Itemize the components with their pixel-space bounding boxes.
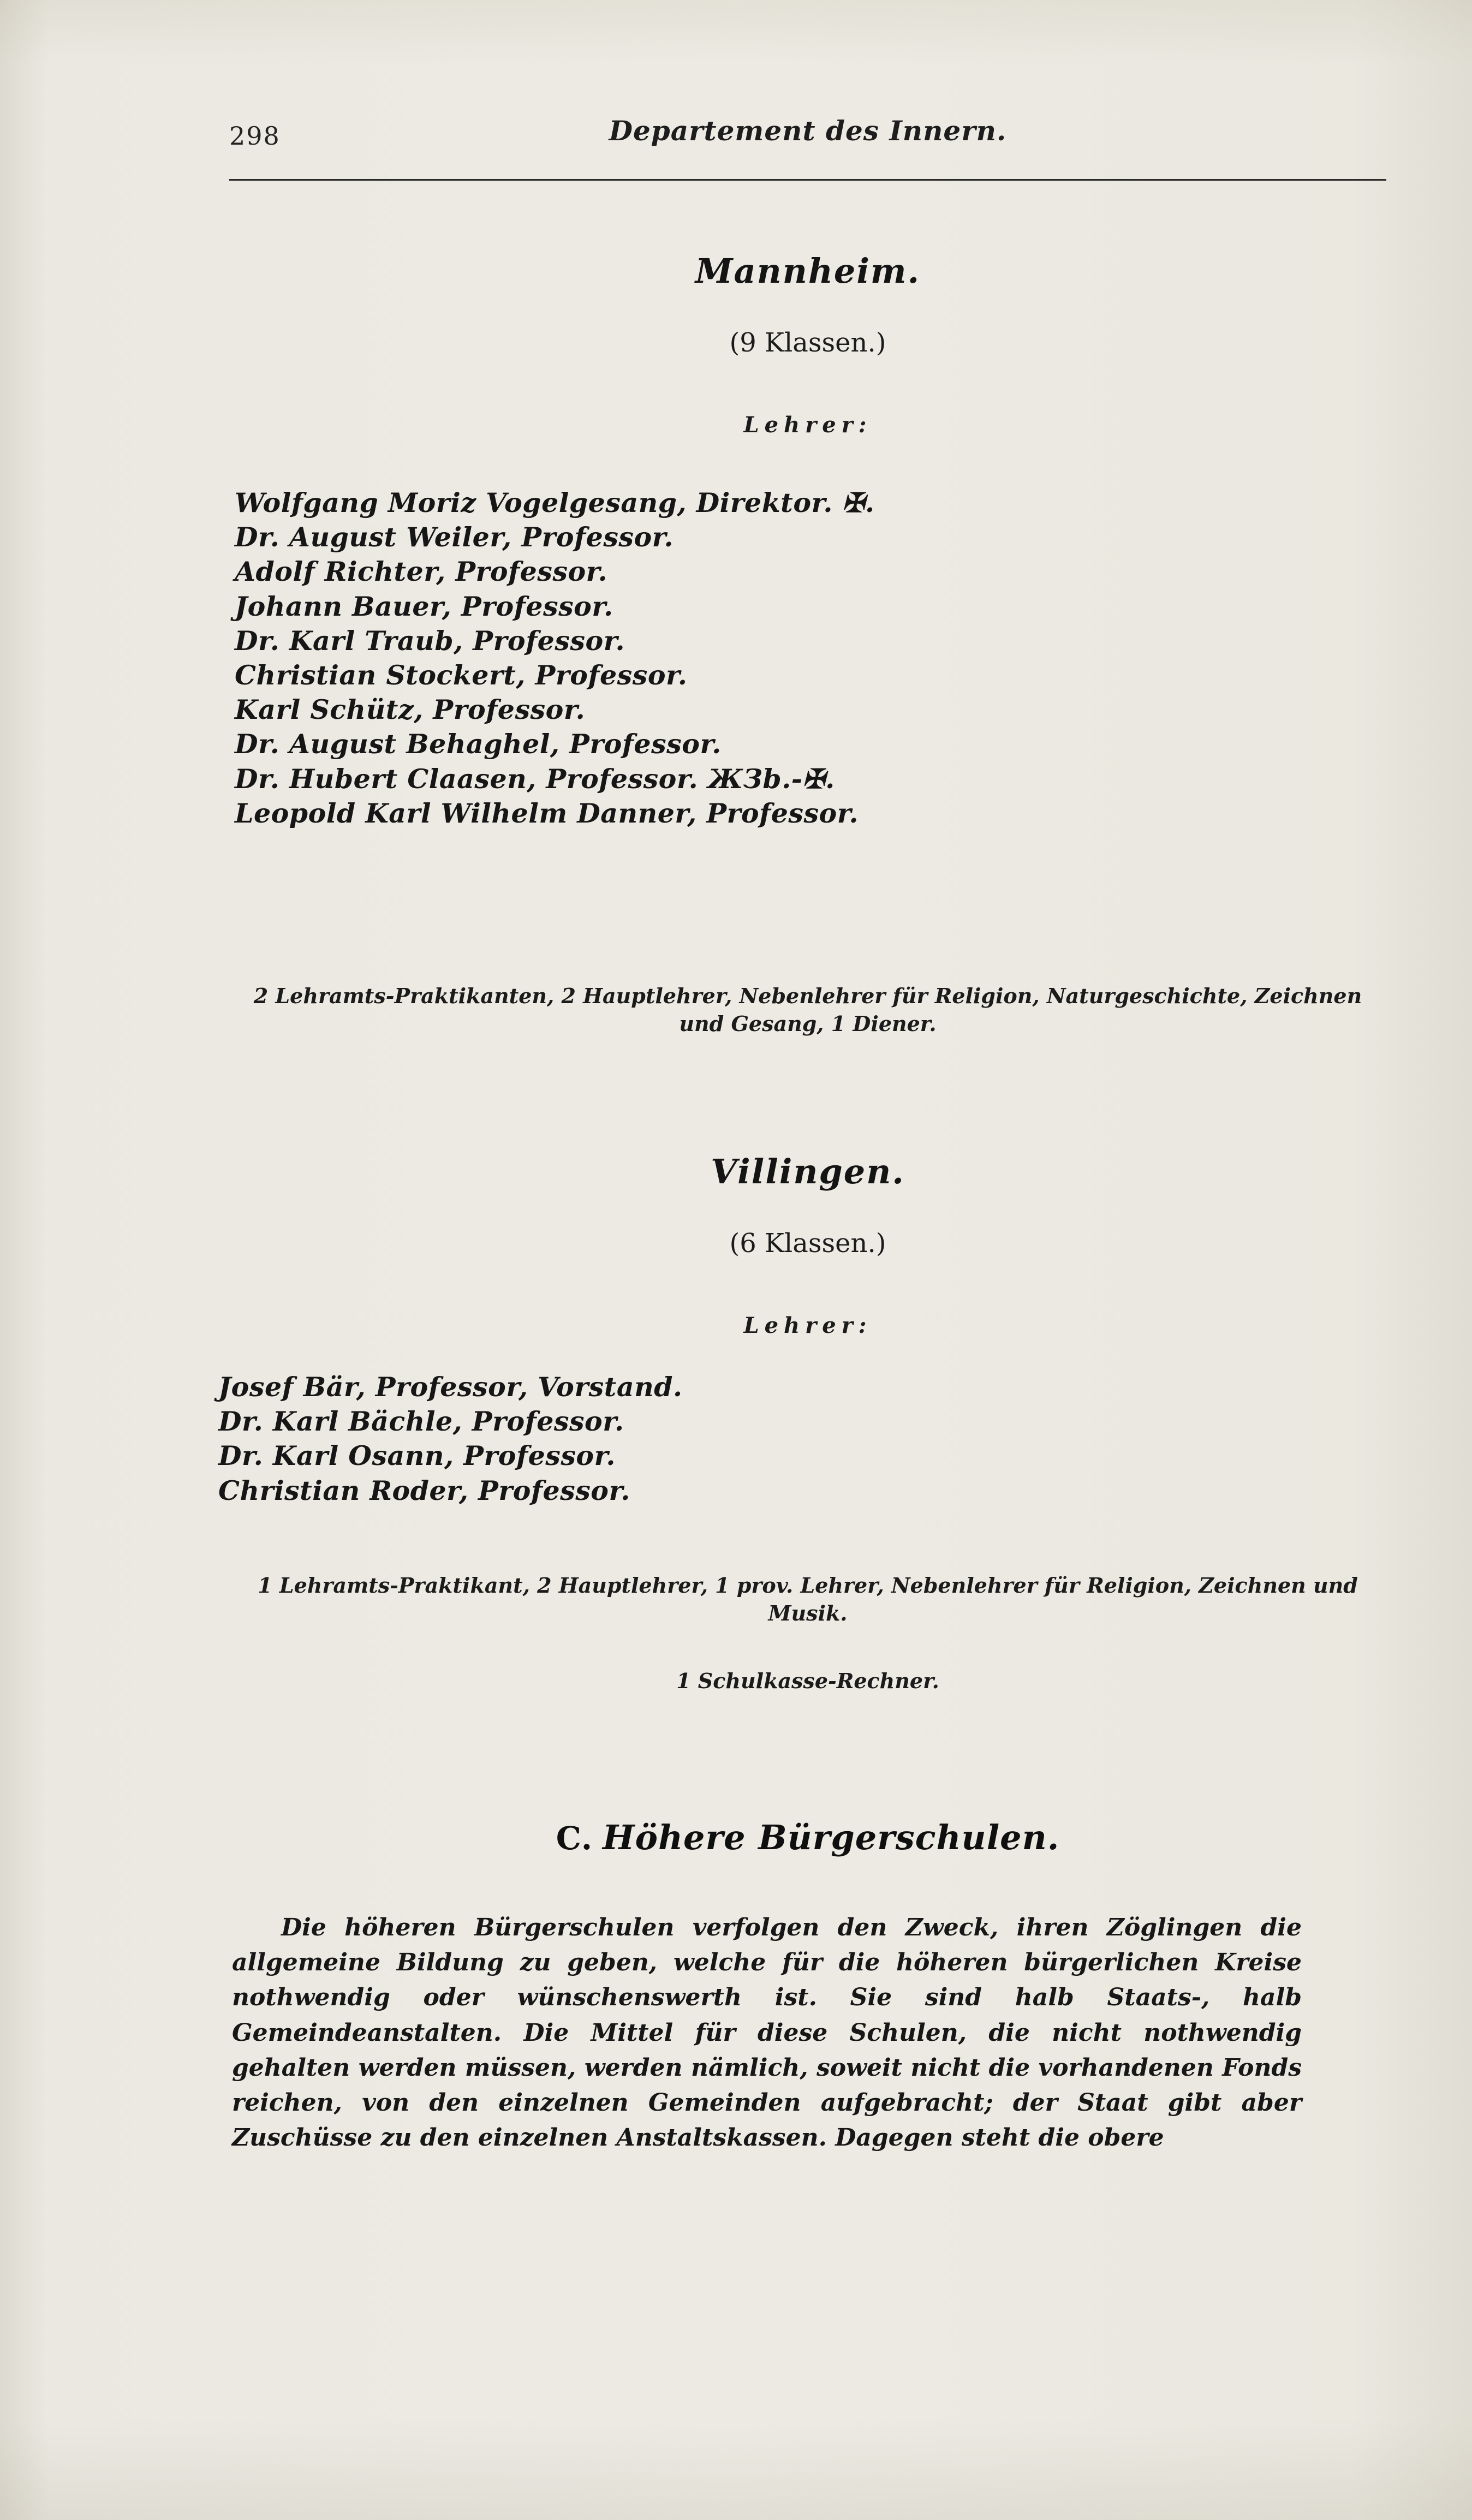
paragraph-text: Die höheren Bürgerschulen verfolgen den Zweck, ihren Zöglingen die allgemeine Bildung zu geben, welche für die höheren bürgerlichen Kreise nothwendig oder wünschenswerth ist. Sie sind halb Staats-, halb Gemeindeanstalten. Die Mittel für diese Schulen, die nicht nothwendig gehalten werden müssen, werden nämlich, soweit nicht die vorhandenen Fonds reichen, von den einzelnen Gemeinden aufgebracht; der Staat gibt aber Zuschüsse zu den einzelnen Anstaltskassen. Dagegen steht die obere <box>232 1914 1302 2152</box>
staff-note-villingen-secondary: 1 Schulkasse-Rechner. <box>676 1669 939 1693</box>
chapter-heading <box>229 1818 1386 1857</box>
list-item: Leopold Karl Wilhelm Danner, Professor. <box>235 797 859 829</box>
teacher-list-mannheim <box>235 486 1381 831</box>
list-item: Dr. Karl Traub, Professor. <box>235 624 625 657</box>
chapter-title: Höhere Bürgerschulen. <box>603 1818 1060 1857</box>
running-head-title: Departement des Innern. <box>609 115 1007 147</box>
list-item: Dr. August Weiler, Professor. <box>235 521 674 553</box>
staff-note-villingen: 1 Lehramts-Praktikant, 2 Hauptlehrer, 1 prov. Lehrer, Nebenlehrer für Religion, Zeichnen und Musik. <box>258 1573 1358 1625</box>
running-header <box>229 115 1386 158</box>
teachers-label-villingen: Lehrer: <box>743 1313 872 1338</box>
list-item: Dr. Karl Osann, Professor. <box>218 1440 616 1472</box>
chapter-paragraph <box>232 1910 1302 2156</box>
list-item: Adolf Richter, Professor. <box>235 556 608 588</box>
header-rule <box>229 179 1386 181</box>
school-name-mannheim: Mannheim. <box>695 251 921 291</box>
chapter-letter: C. <box>556 1820 593 1857</box>
class-count-mannheim: (9 Klassen.) <box>729 327 886 358</box>
list-item: Dr. Karl Bächle, Professor. <box>218 1405 624 1438</box>
teachers-label-mannheim: Lehrer: <box>743 412 872 438</box>
list-item: Dr. Hubert Claasen, Professor. ЖЗb.-✠. <box>235 762 835 795</box>
class-count-villingen: (6 Klassen.) <box>729 1228 886 1259</box>
list-item: Josef Bär, Professor, Vorstand. <box>218 1371 683 1403</box>
list-item: Karl Schütz, Professor. <box>235 694 586 726</box>
list-item: Christian Roder, Professor. <box>218 1474 630 1506</box>
list-item: Dr. August Behaghel, Professor. <box>235 728 722 760</box>
staff-note-mannheim: 2 Lehramts-Praktikanten, 2 Hauptlehrer, Nebenlehrer für Religion, Naturgeschichte, Zeichnen und Gesang, 1 Diener. <box>253 984 1362 1036</box>
teacher-list-villingen <box>218 1370 1364 1508</box>
school-name-villingen: Villingen. <box>711 1152 905 1192</box>
page-number: 298 <box>229 121 281 151</box>
list-item: Johann Bauer, Professor. <box>235 590 613 622</box>
list-item: Wolfgang Moriz Vogelgesang, Direktor. ✠. <box>235 487 875 519</box>
list-item: Christian Stockert, Professor. <box>235 659 688 692</box>
